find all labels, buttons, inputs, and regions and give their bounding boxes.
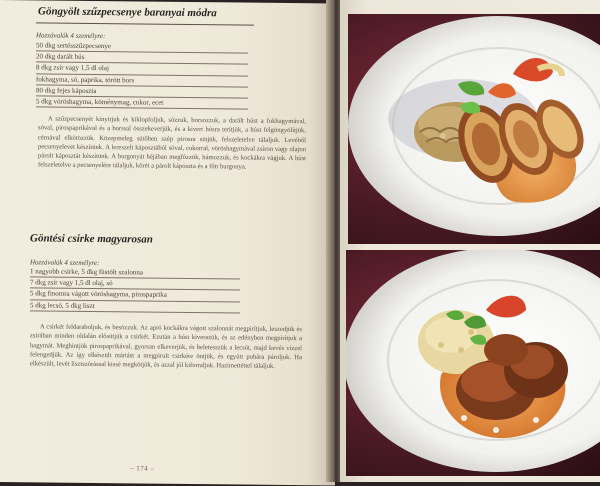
ingredient-row: 20 dkg darált hús bbox=[36, 52, 248, 65]
ingredient-row: 80 dkg fejes káposzta bbox=[36, 85, 248, 98]
ingredient-row: 1 nagyobb csirke, 5 dkg füstölt szalonna bbox=[30, 266, 240, 279]
right-page bbox=[340, 0, 600, 482]
chicken-plate-illustration bbox=[346, 250, 600, 476]
ingredient-row: 5 dkg lecsó, 5 dkg liszt bbox=[30, 300, 240, 313]
recipe-1-serves: Hozzávalók 4 személyre: bbox=[36, 31, 106, 41]
ingredient-row: 7 dkg zsír vagy 1,5 dl olaj, só bbox=[30, 278, 240, 291]
roulade-plate-illustration bbox=[348, 14, 600, 244]
roulade-plate-photo bbox=[348, 14, 600, 244]
recipe-1-title: Göngyölt szűzpecsenye baranyai módra bbox=[38, 5, 217, 20]
recipe-2-title: Göntési csirke magyarosan bbox=[30, 232, 153, 246]
recipe-2-serves: Hozzávalók 4 személyre: bbox=[30, 258, 100, 268]
ingredient-row: 5 dkg finomra vágott vöröshagyma, pirospaprika bbox=[30, 289, 240, 302]
chicken-plate-photo bbox=[346, 250, 600, 476]
recipe-1-title-rule bbox=[36, 22, 254, 25]
ingredient-row: 5 dkg vöröshagyma, köménymag, cukor, ecet bbox=[36, 96, 248, 109]
recipe-2-ingredients bbox=[30, 266, 240, 313]
ingredient-row: fokhagyma, só, paprika, törött bors bbox=[36, 74, 248, 87]
ingredient-row: 50 dkg sertésszűzpecsenye bbox=[36, 40, 248, 53]
ingredient-row: 8 dkg zsír vagy 1,5 dl olaj bbox=[36, 63, 248, 76]
recipe-2-method: A csirkét feldaraboljuk, és besózzuk. Az apró kockákra vágott szalonnát megpirítjuk, leszedjük és zsírában minden oldalán elősütjük a csirkét. Ezután a húst kivesszük, és az edényben megpirítjuk a hagymát. Meghintjük pirospaprikával, gyorsan elkeverjük, és beletesszük a lecsót, majd kevés vízzel felengedjük. Az így elkészült mártást a megpirult csirkére öntjük, és együtt puhára pároljuk. Ha elkészült, levét lisztszórással kissé megkötjük, és azzal jól kiforraljuk. Hazimettéttel tálaljuk. bbox=[30, 323, 302, 371]
page-number: – 174 – bbox=[130, 464, 155, 473]
recipe-1-ingredients bbox=[36, 40, 248, 109]
recipe-1-method: A szűzpecsenyét kinyitjuk és kiklopfoljuk, sózzuk, borsozzuk, a darált húst a fokhagymával, sóval, pirospaprikával és a borssal összekeverjük, és a kivert húsra terítjük, a húst felgöngyölítjük, cérnával elkötözzük. Közepmeleg sütőben szép pirosra sütjük, felszeletelve tálaljuk. Levéből pecsenyelevet készítünk. A lereszelt káposztából sóval, cukorral, vöröshagymával zsíron vagy olajon párolt káposztát készítünk. A burgonyát héjában megfőzzük, hámozzuk, és kockákra vágjuk. A húst felszeletelve a pecsenyelére tálaljuk, körét a párolt káposzta és a főtt burgonya. bbox=[38, 115, 306, 172]
